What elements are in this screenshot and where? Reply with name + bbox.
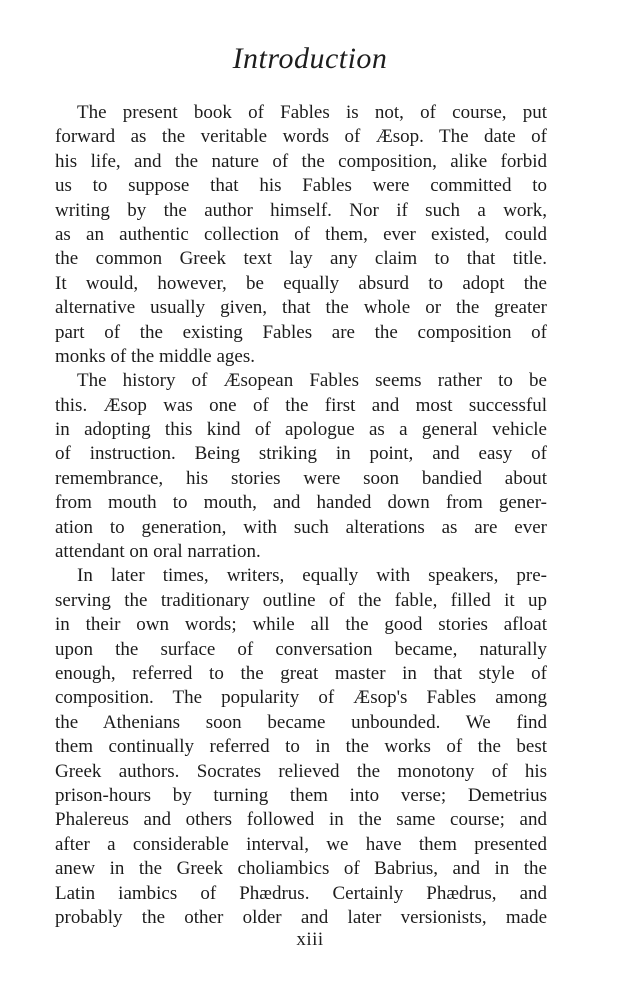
text-line: Latin iambics of Phædrus. Certainly Phædrus, and [55,882,547,904]
text-line: attendant on oral narration. [55,541,261,563]
text-line: probably the other older and later versionists, made [55,906,547,928]
text-line: anew in the Greek choliambics of Babrius, and in the [55,858,547,880]
paragraph-1 [55,101,547,369]
text-line: part of the existing Fables are the composition of [55,321,547,343]
body-text [55,101,547,930]
text-line: in their own words; while all the good stories afloat [55,614,547,636]
text-line: composition. The popularity of Æsop's Fables among [55,687,547,709]
chapter-title: Introduction [232,42,388,75]
text-line: monks of the middle ages. [55,345,255,367]
text-line: It would, however, be equally absurd to adopt the [55,272,547,294]
text-line: alternative usually given, that the whole or the greater [55,297,547,319]
text-line: of instruction. Being striking in point, and easy of [55,443,547,465]
text-line: The history of Æsopean Fables seems rather to be [77,370,547,392]
text-line: Greek authors. Socrates relieved the monotony of his [55,760,547,782]
text-line: this. Æsop was one of the first and most successful [55,394,547,416]
text-line: from mouth to mouth, and handed down from gener- [55,492,547,514]
text-line: serving the traditionary outline of the fable, filled it up [55,589,547,611]
text-line: ation to generation, with such alterations as are ever [55,516,547,538]
text-line: The present book of Fables is not, of course, put [77,102,547,123]
paragraph-3 [55,564,547,930]
text-line: them continually referred to in the works of the best [55,736,547,758]
text-line: the common Greek text lay any claim to that title. [55,248,547,270]
text-line: enough, referred to the great master in that style of [55,662,547,684]
text-line: his life, and the nature of the composition, alike forbid [55,150,547,172]
text-line: upon the surface of conversation became, naturally [55,638,547,660]
paragraph-2 [55,369,547,564]
text-line: us to suppose that his Fables were committed to [55,175,547,197]
text-line: in adopting this kind of apologue as a general vehicle [55,419,547,441]
text-line: after a considerable interval, we have them presented [55,833,547,855]
page-number: xiii [296,929,324,950]
text-line: In later times, writers, equally with speakers, pre- [77,565,547,587]
text-line: the Athenians soon became unbounded. We find [55,711,547,733]
text-line: Phalereus and others followed in the same course; and [55,809,547,831]
text-line: writing by the author himself. Nor if such a work, [55,199,547,221]
text-line: remembrance, his stories were soon bandied about [55,467,547,489]
text-line: as an authentic collection of them, ever existed, could [55,223,547,245]
text-line: forward as the veritable words of Æsop. The date of [55,126,547,148]
text-line: prison-hours by turning them into verse; Demetrius [55,784,547,806]
